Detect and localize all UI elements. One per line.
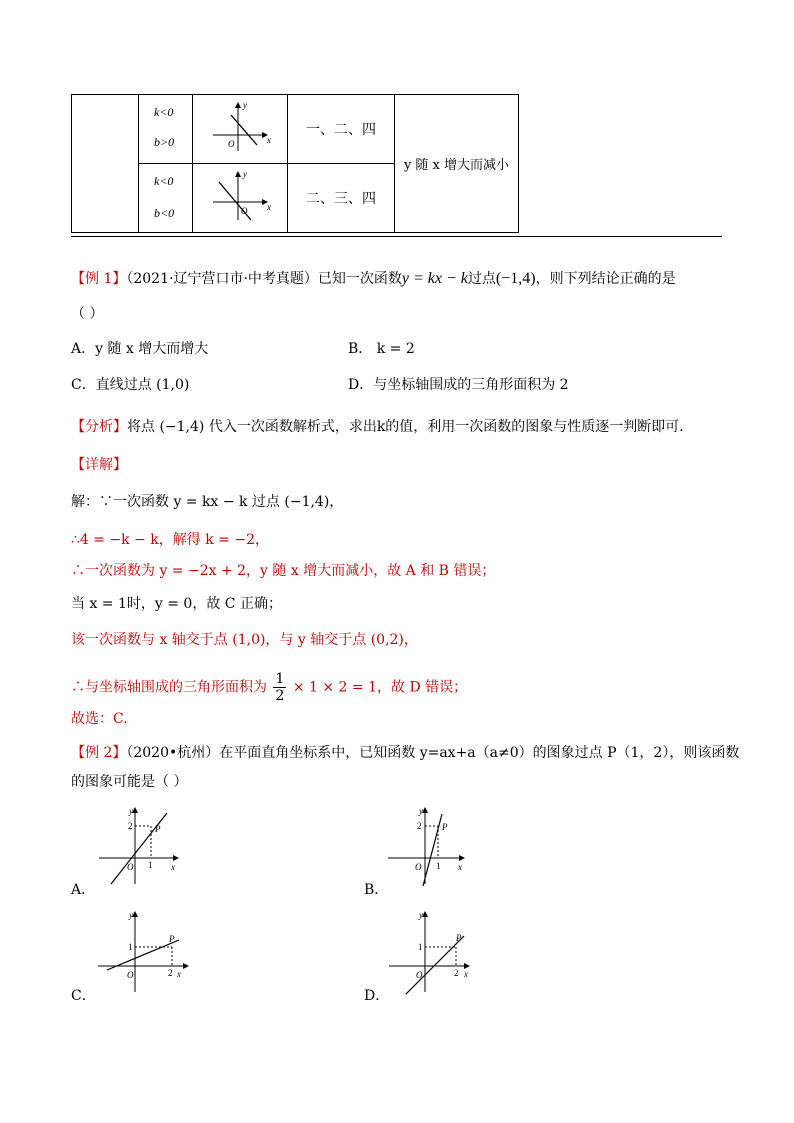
svg-text:1: 1	[128, 942, 133, 952]
area-result: × 1 × 2 = 1，故 D 错误；	[292, 679, 468, 696]
svg-text:2: 2	[168, 968, 173, 978]
function-formula: y = kx − k	[401, 270, 468, 287]
detail-tag: 【详解】	[71, 457, 127, 473]
option-b: B． k = 2	[348, 341, 415, 357]
quadrant-cell: 二、三、四	[288, 164, 395, 233]
stem-text: 过点	[467, 271, 496, 287]
fraction-numerator: 1	[275, 671, 285, 687]
option-c: C．直线过点 (1,0)	[71, 377, 190, 393]
svg-text:y: y	[419, 806, 423, 816]
mini-graph-decreasing-negative	[193, 164, 287, 228]
svg-text:P: P	[456, 933, 462, 943]
example-source: （2021·辽宁营口市·中考真题）	[126, 271, 318, 287]
axis-label-x: x	[267, 202, 271, 212]
svg-text:P: P	[442, 822, 448, 832]
graph-label-d: D．	[364, 988, 390, 1004]
condition-b: b>0	[154, 135, 175, 149]
svg-text:P: P	[155, 824, 161, 834]
example1-stem	[71, 268, 676, 288]
graph-option-d	[376, 906, 506, 998]
example2-stem-1	[71, 742, 739, 762]
origin-label: O	[241, 206, 248, 216]
stem-text: （2020•杭州）在平面直角坐标系中，已知函数 y=ax+a（a≠0）的图象过点 P（1，2），则该函数	[126, 745, 740, 761]
svg-text:y: y	[129, 806, 133, 816]
svg-text:1: 1	[436, 861, 441, 871]
svg-text:O: O	[415, 862, 422, 872]
property-cell: y 随 x 增大而减小	[395, 95, 519, 233]
option-a: A．y 随 x 增大而增大	[71, 341, 209, 357]
analysis-text: 将点 (−1,4) 代入一次函数解析式，求出k的值，利用一次函数的图象与性质逐一判断即可．	[127, 419, 694, 435]
solution-line-2: ∴4 = −k − k，解得 k = −2，	[71, 532, 269, 548]
svg-text:x: x	[177, 969, 181, 979]
condition-cell	[139, 95, 193, 164]
solution-line-5: 该一次函数与 x 轴交于点 (1,0)，与 y 轴交于点 (0,2)，	[71, 632, 418, 648]
example-tag: 【例 2】	[71, 745, 127, 761]
mini-graph-decreasing-positive	[193, 95, 287, 159]
answer-paren: （ ）	[71, 306, 104, 322]
svg-text:x: x	[171, 862, 175, 872]
option-d: D．与坐标轴围成的三角形面积为 2	[348, 377, 569, 393]
table-empty-cell	[72, 95, 139, 233]
svg-text:x: x	[464, 969, 468, 979]
given-point: (−1,4)	[495, 270, 536, 287]
graph-label-b: B．	[364, 882, 389, 898]
analysis-tag: 【分析】	[71, 419, 127, 435]
svg-text:P: P	[169, 934, 175, 944]
svg-text:1: 1	[148, 860, 153, 870]
svg-text:y: y	[419, 910, 423, 920]
solution-line-6	[71, 671, 467, 704]
svg-text:O: O	[127, 862, 134, 872]
condition-k: k<0	[154, 174, 174, 188]
fraction	[273, 671, 286, 704]
svg-text:O: O	[416, 970, 423, 980]
graph-option-b	[376, 804, 506, 896]
svg-text:y: y	[129, 910, 133, 920]
solution-line-4: 当 x = 1时，y = 0，故 C 正确；	[71, 596, 282, 612]
example-tag: 【例 1】	[71, 271, 127, 287]
solution-line-7: 故选：C.	[71, 711, 128, 727]
svg-text:2: 2	[417, 821, 422, 831]
condition-k: k<0	[154, 105, 174, 119]
example2-stem-2: 的图象可能是（ ）	[71, 774, 188, 790]
svg-text:1: 1	[418, 942, 423, 952]
svg-text:2: 2	[454, 968, 459, 978]
origin-label: O	[228, 139, 235, 149]
quadrant-cell: 一、二、四	[288, 95, 395, 164]
solution-line-3: ∴一次函数为 y = −2x + 2，y 随 x 增大而减小，故 A 和 B 错误；	[71, 563, 496, 579]
axis-label-y: y	[243, 100, 247, 110]
property-table	[71, 94, 519, 233]
section-divider	[71, 236, 722, 237]
axis-label-y: y	[243, 169, 247, 179]
graph-label-a: A．	[71, 882, 96, 898]
condition-cell	[139, 164, 193, 233]
analysis	[71, 416, 693, 436]
stem-text: ，则下列结论正确的是	[535, 271, 676, 287]
condition-b: b<0	[154, 206, 175, 220]
svg-text:x: x	[458, 862, 462, 872]
svg-text:O: O	[127, 970, 134, 980]
stem-text: 已知一次函数	[317, 271, 402, 287]
mini-graph-cell	[193, 95, 288, 164]
svg-text:2: 2	[128, 821, 133, 831]
area-text: ∴与坐标轴围成的三角形面积为	[71, 679, 267, 696]
axis-label-x: x	[267, 135, 271, 145]
solution-line-1: 解：∵一次函数 y = kx − k 过点 (−1,4)，	[71, 494, 344, 510]
graph-label-c: C．	[71, 988, 96, 1004]
mini-graph-cell	[193, 164, 288, 233]
fraction-denominator: 2	[275, 688, 285, 704]
